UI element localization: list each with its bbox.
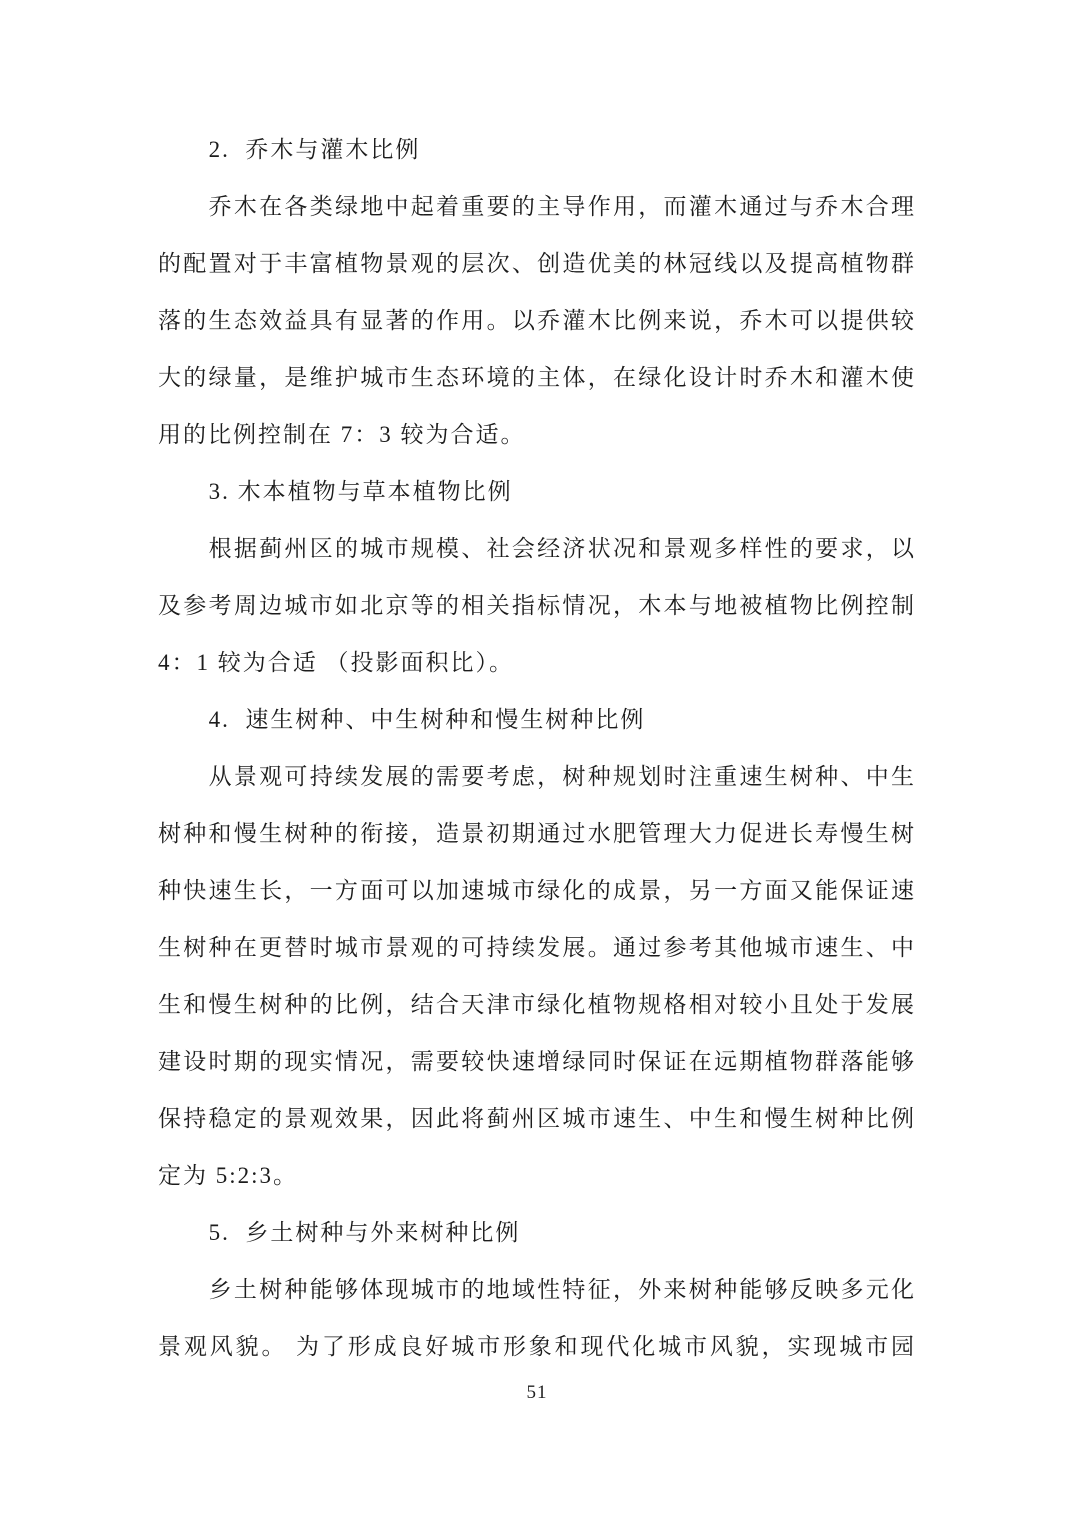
text-line: 生树种在更替时城市景观的可持续发展。通过参考其他城市速生、中 <box>158 935 916 960</box>
text-line: 落的生态效益具有显著的作用。以乔灌木比例来说，乔木可以提供较 <box>158 308 916 333</box>
text-line: 建设时期的现实情况，需要较快速增绿同时保证在远期植物群落能够 <box>158 1049 916 1074</box>
text-line: 保持稳定的景观效果，因此将蓟州区城市速生、中生和慢生树种比例 <box>158 1106 916 1131</box>
text-line: 4：1 较为合适 （投影面积比）。 <box>158 650 514 675</box>
text-line: 树种和慢生树种的衔接，造景初期通过水肥管理大力促进长寿慢生树 <box>158 821 916 846</box>
text-line: 景观风貌。 为了形成良好城市形象和现代化城市风貌，实现城市园 <box>158 1334 916 1359</box>
text-line: 从景观可持续发展的需要考虑，树种规划时注重速生树种、中生 <box>208 764 916 789</box>
text-line: 及参考周边城市如北京等的相关指标情况，木本与地被植物比例控制 <box>158 593 916 618</box>
text-line: 大的绿量，是维护城市生态环境的主体，在绿化设计时乔木和灌木使 <box>158 365 916 390</box>
page-number: 51 <box>526 1382 548 1403</box>
text-line: 2. 乔木与灌木比例 <box>208 137 421 162</box>
text-line: 3. 木本植物与草本植物比例 <box>208 479 513 504</box>
text-line: 的配置对于丰富植物景观的层次、创造优美的林冠线以及提高植物群 <box>158 251 916 276</box>
text-line: 5. 乡土树种与外来树种比例 <box>208 1220 521 1245</box>
text-line: 根据蓟州区的城市规模、社会经济状况和景观多样性的要求，以 <box>208 536 916 561</box>
text-line: 乔木在各类绿地中起着重要的主导作用，而灌木通过与乔木合理 <box>208 194 916 219</box>
text-line: 用的比例控制在 7：3 较为合适。 <box>158 422 526 447</box>
text-line: 4. 速生树种、中生树种和慢生树种比例 <box>208 707 646 732</box>
document-text-body <box>158 121 916 1375</box>
text-line: 种快速生长，一方面可以加速城市绿化的成景，另一方面又能保证速 <box>158 878 916 903</box>
text-line: 生和慢生树种的比例，结合天津市绿化植物规格相对较小且处于发展 <box>158 992 916 1017</box>
text-line: 乡土树种能够体现城市的地域性特征，外来树种能够反映多元化 <box>208 1277 916 1302</box>
text-line: 定为 5:2:3。 <box>158 1163 299 1188</box>
